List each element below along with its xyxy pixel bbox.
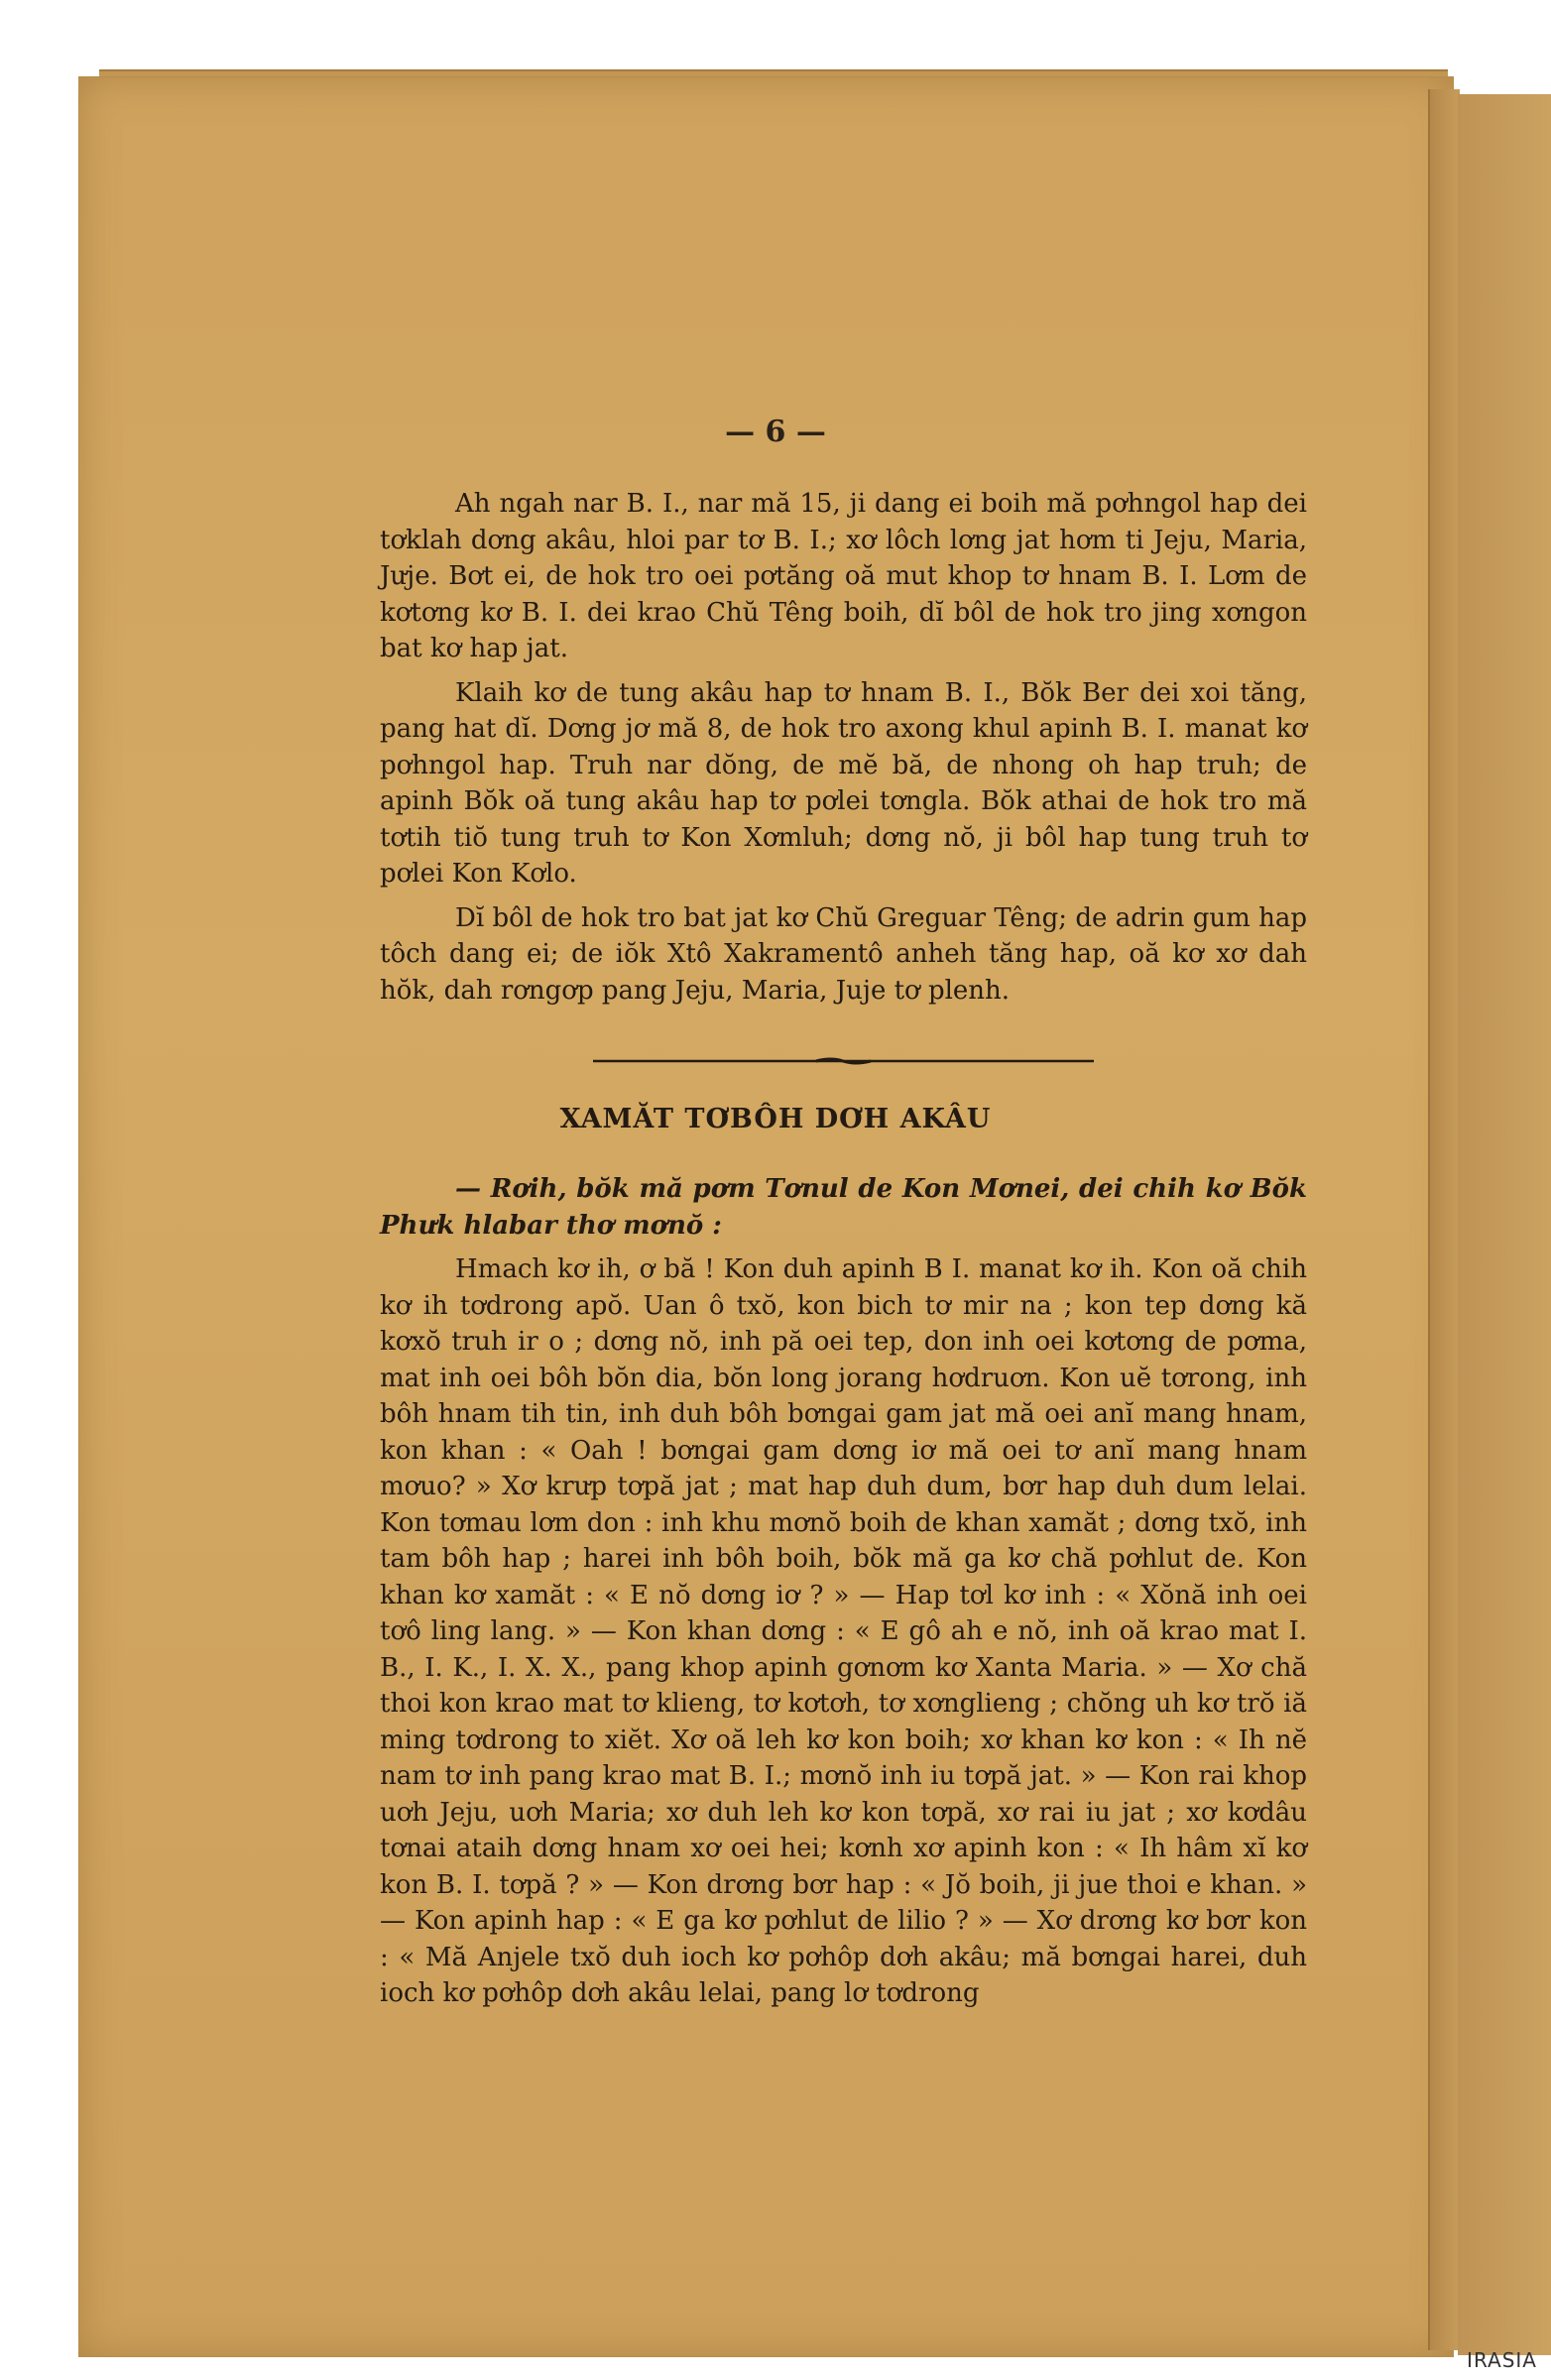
lead-paragraph: — Rơih, bŏk mă pơm Tơnul de Kon Mơnei, dei chih kơ Bŏk Phưk hlabar thơ mơnŏ : xyxy=(380,1174,1307,1241)
paragraph: Ah ngah nar B. I., nar mă 15, ji dang ei boih mă pơhngol hap dei tơklah dơng akâu, hloi par tơ B. I.; xơ lôch lơng jat hơm ti Jeju, Maria, Jưje. Bơt ei, de hok tro oei pơtăng oă mut khop tơ hnam B. I. Lơm de kơtơng kơ B. I. dei krao Chŭ Têng boih, dĭ bôl de hok tro jing xơngon bat kơ hap jat. xyxy=(380,489,1307,663)
paragraph: Hmach kơ ih, ơ bă ! Kon duh apinh B I. manat kơ ih. Kon oă chih kơ ih tơdrong apŏ. Uan ô txŏ, kon bich tơ mir na ; kon tep dơng kă kơxŏ truh ir o ; dơng nŏ, inh pă oei tep, don inh oei kơtơng de pơma, mat inh oei bôh bŏn dia, bŏn long jorang hơdruơn. Kon uĕ tơrong, inh bôh hnam tih tin, inh duh bôh bơngai gam jat mă oei anĭ mang hnam, kon khan : « Oah ! bơngai gam dơng iơ mă oei tơ anĭ mang hnam mơuo? » Xơ krưp tơpă jat ; mat hap duh dum, bơr hap duh dum lelai. Kon tơmau lơm don : inh khu mơnŏ boih de khan xamăt ; dơng txŏ, inh tam bôh hap ; harei inh bôh boih, bŏk mă ga kơ chă pơhlut de. Kon khan kơ xamăt : « E nŏ dơng iơ ? » — Hap tơl kơ inh : « Xŏnă inh oei tơô ling lang. » — Kon khan dơng : « E gô ah e nŏ, inh oă krao mat I. B., I. K., I. X. X., pang khop apinh gơnơm kơ Xanta Maria. » — Xơ chă thoi kon krao mat tơ klieng, tơ kơtơh, tơ xơnglieng ; chŏng uh kơ trŏ iă ming tơdrong to xiĕt. Xơ oă leh kơ kon boih; xơ khan kơ kon : « Ih nĕ nam tơ inh pang krao mat B. I.; mơnŏ inh iu tơpă jat. » — Kon rai khop uơh Jeju, uơh Maria; xơ duh leh kơ kon tơpă, xơ rai iu jat ; xơ kơdâu tơnai ataih dơng hnam xơ oei hei; kơnh xơ apinh kon : « Ih hâm xĭ kơ kon B. I. tơpă ? » — Kon drơng bơr hap : « Jŏ boih, ji jue thoi e khan. » — Kon apinh hap : « E ga kơ pơhlut de lilio ? » — Xơ drơng kơ bơr kon : « Mă Anjele txŏ duh ioch kơ pơhôp dơh akâu; mă bơngai harei, duh ioch kơ pơhôp dơh akâu lelai, pang lơ tơdrong xyxy=(380,1254,1307,2008)
paragraph: Dĭ bôl de hok tro bat jat kơ Chŭ Greguar Têng; de adrin gum hap tôch dang ei; de iŏk Xtô Xakramentô anheh tăng hap, oă kơ xơ dah hŏk, dah rơngơp pang Jeju, Maria, Juje tơ plenh. xyxy=(380,902,1307,1006)
top-text-block xyxy=(380,486,1307,1016)
page-number: — 6 — xyxy=(725,415,826,449)
ornamental-divider xyxy=(593,1057,1094,1065)
watermark-label: IRASIA xyxy=(1467,2348,1537,2372)
section-title: XAMĂT TƠBÔH DƠH AKÂU xyxy=(559,1104,992,1134)
bottom-text-block xyxy=(380,1171,1307,2020)
paragraph: Klaih kơ de tung akâu hap tơ hnam B. I., Bŏk Ber dei xoi tăng, pang hat dĭ. Dơng jơ mă 8, de hok tro axong khul apinh B. I. manat kơ pơhngol hap. Truh nar dŏng, de mĕ bă, de nhong oh hap truh; de apinh Bŏk oă tung akâu hap tơ pơlei tơngla. Bŏk athai de hok tro mă tơtih tiŏ tung truh tơ Kon Xơmluh; dơng nŏ, ji bôl hap tung truh tơ pơlei Kon Kơlo. xyxy=(380,677,1307,889)
